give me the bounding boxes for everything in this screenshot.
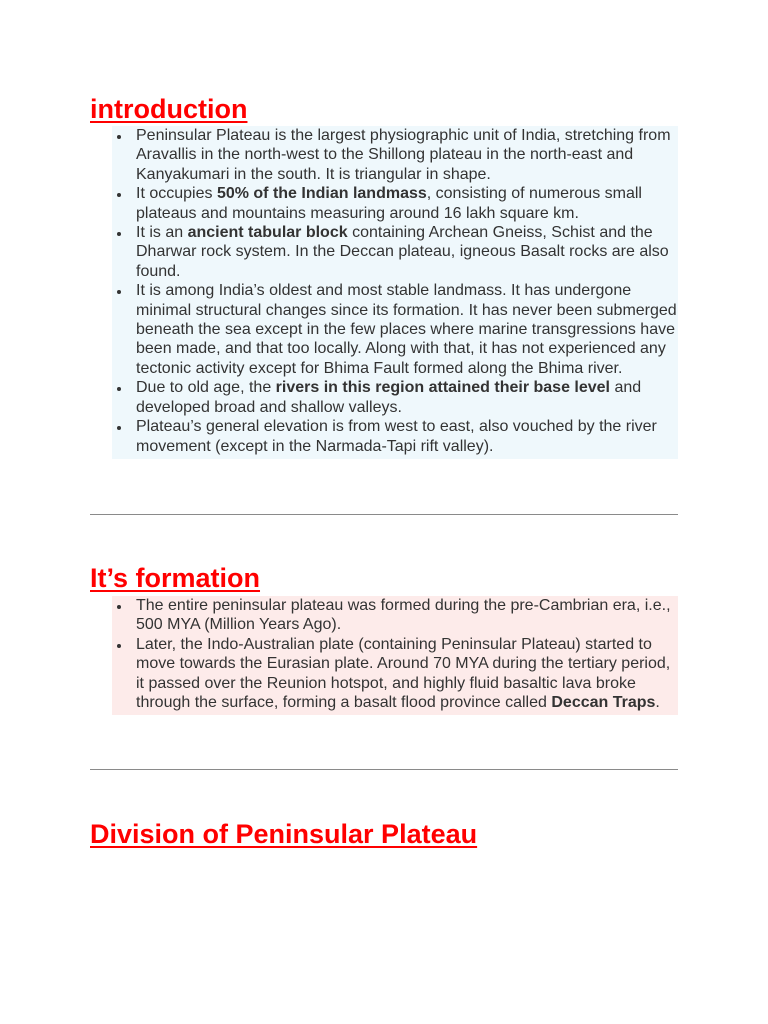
list-item-text: Plateau’s general elevation is from west to east, also vouched by the river movement (except in the Narmada-Tapi rift valley). (136, 418, 657, 455)
list-item-text: It is an (136, 224, 188, 242)
division-heading: Division of Peninsular Plateau (90, 819, 478, 849)
list-item (112, 223, 678, 281)
list-item (112, 184, 678, 223)
list-item-text: and developed broad and shallow valleys. (136, 379, 642, 416)
list-item (112, 126, 678, 184)
list-item-text: , consisting of numerous small plateaus and mountains measuring around 16 lakh square km. (136, 185, 642, 222)
section-divider (90, 769, 678, 770)
list-item-text: It is among India’s oldest and most stable landmass. It has undergone minimal structural changes since its formation. It has never been submerged beneath the sea except in the few places where marine transgressions have been made, and that too locally. Along with that, it has not experienced any tectonic activity except for Bhima Fault formed along the Bhima river. (136, 282, 677, 377)
list-item-text: . (655, 694, 660, 712)
list-item-text: The entire peninsular plateau was formed during the pre-Cambrian era, i.e., 500 MYA (Million Years Ago). (136, 597, 671, 634)
list-item-text: Later, the Indo-Australian plate (containing Peninsular Plateau) started to move towards the Eurasian plate. Around 70 MYA during the tertiary period, it passed over the Reunion hotspot, and highly fluid basaltic lava broke through the surface, forming a basalt flood province called (136, 635, 671, 712)
list-item-text: It occupies (136, 185, 217, 203)
list-item-bold: rivers in this region attained their base level (275, 379, 610, 397)
introduction-list (112, 126, 678, 456)
list-item-bold: ancient tabular block (187, 224, 348, 242)
list-item (112, 281, 678, 378)
list-item-bold: Deccan Traps (551, 694, 656, 712)
list-item (112, 635, 678, 713)
section-divider (90, 514, 678, 515)
list-item-text: containing Archean Gneiss, Schist and the Dharwar rock system. In the Deccan plateau, igneous Basalt rocks are also found. (136, 224, 669, 280)
list-item-bold: 50% of the Indian landmass (216, 185, 427, 203)
list-item (112, 596, 678, 635)
list-item-text: Peninsular Plateau is the largest physiographic unit of India, stretching from Aravallis in the north-west to the Shillong plateau in the north-east and Kanyakumari in the south. It is triangular in shape. (136, 127, 671, 183)
introduction-heading: introduction (90, 94, 248, 124)
formation-list (112, 596, 678, 712)
formation-heading: It’s formation (90, 563, 261, 593)
introduction-box (112, 126, 678, 459)
list-item-text: Due to old age, the (136, 379, 276, 397)
list-item (112, 378, 678, 417)
formation-box (112, 596, 678, 715)
list-item (112, 417, 678, 456)
